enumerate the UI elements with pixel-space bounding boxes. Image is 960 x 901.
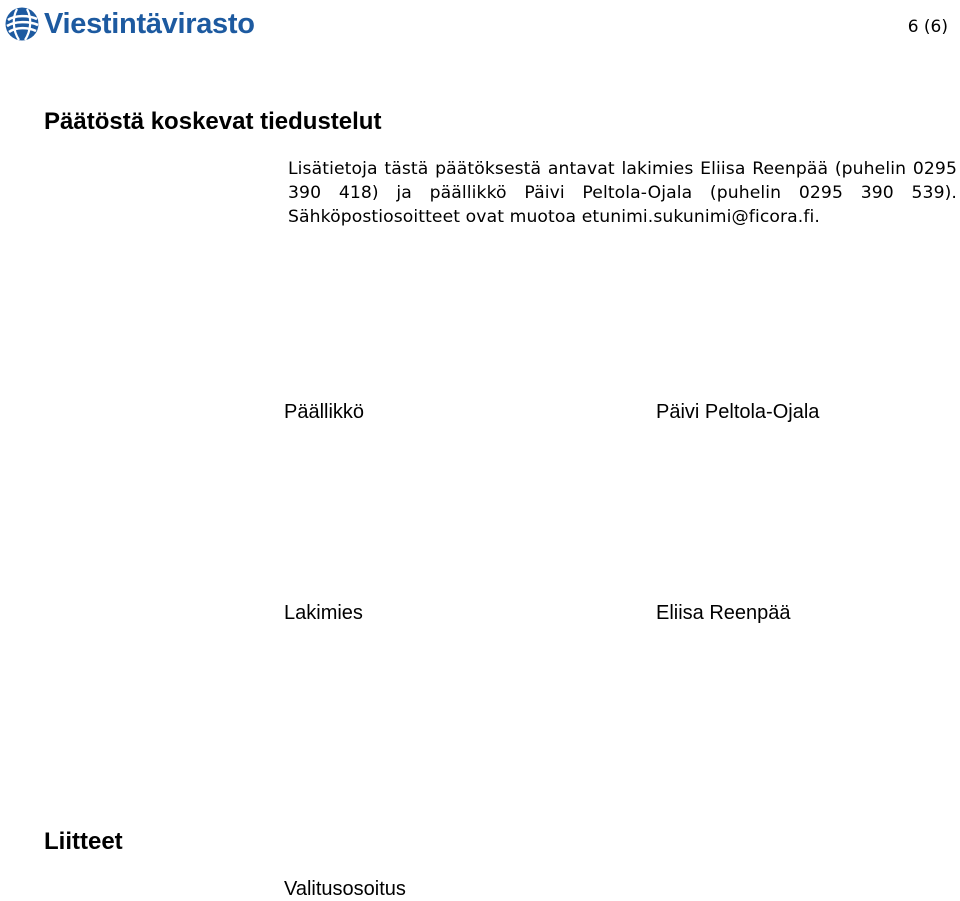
signature-name-lawyer: Eliisa Reenpää [656,602,791,624]
inquiries-body-text: Lisätietoja tästä päätöksestä antavat lakimies Eliisa Reenpää (puhelin 0295 390 418) ja päällikkö Päivi Peltola-Ojala (puhelin 0295 390 539). Sähköpostiosoitteet ovat muotoa etunimi.sukunimi@ficora.fi. [288,159,957,227]
globe-logo-icon [4,6,40,42]
signature-title-head: Päällikkö [284,401,365,423]
inquiries-heading: Päätöstä koskevat tiedustelut [44,108,382,135]
agency-logo [4,4,255,44]
agency-logo-text: Viestintävirasto [44,8,255,40]
attachment-item: Valitusosoitus [284,878,406,900]
signature-name-head: Päivi Peltola-Ojala [656,401,820,423]
signature-title-lawyer: Lakimies [284,602,363,624]
page-number: 6 (6) [907,17,948,37]
attachments-heading: Liitteet [44,828,123,855]
